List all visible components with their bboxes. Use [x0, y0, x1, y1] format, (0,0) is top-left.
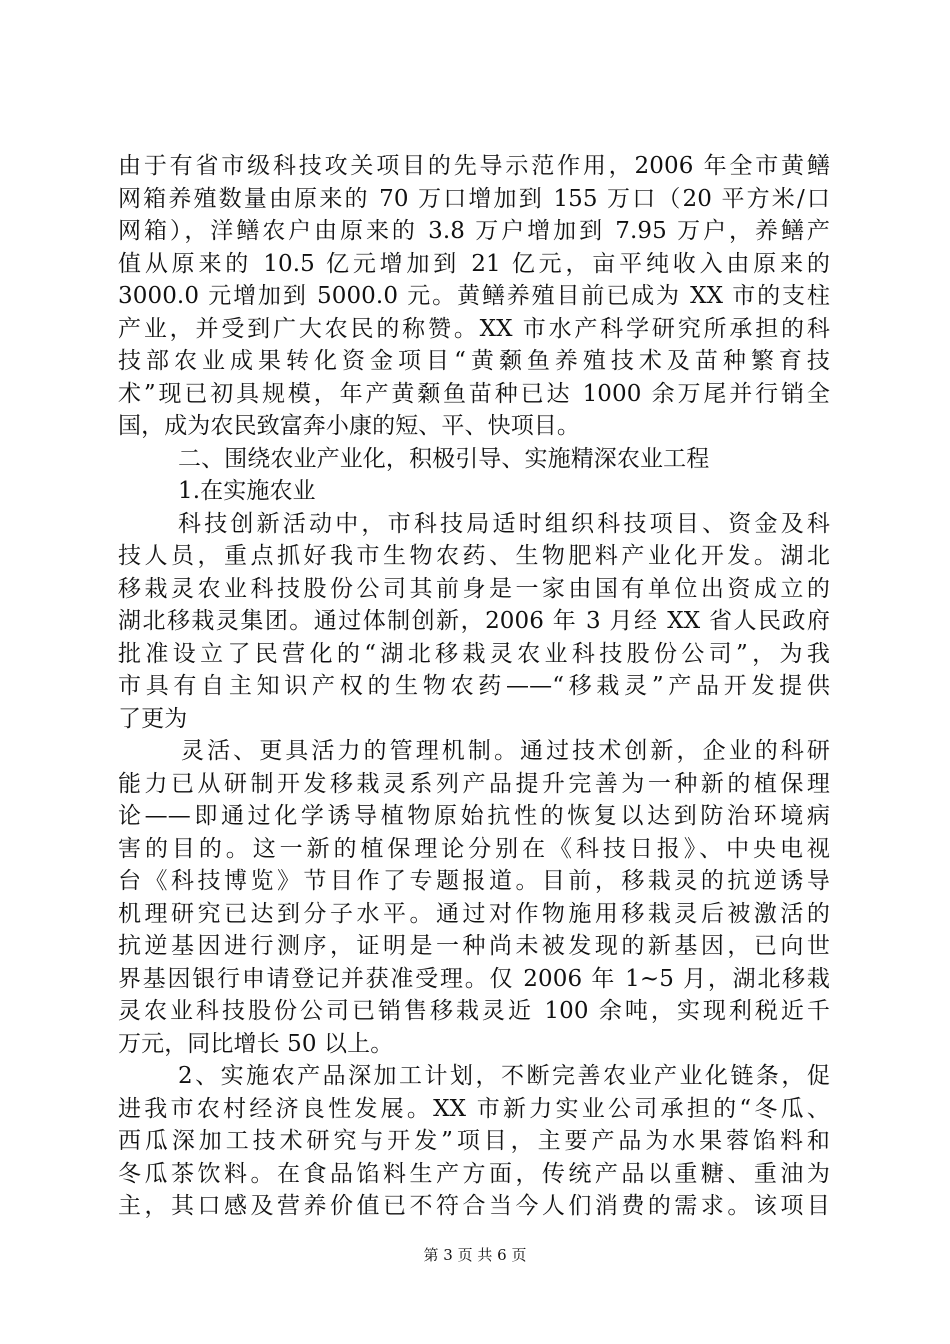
text-line: 术”现已初具规模，年产黄颡鱼苗种已达 1000 余万尾并行销全 [118, 380, 830, 407]
text-line: 批准设立了民营化的“湖北移栽灵农业科技股份公司”，为我 [118, 640, 830, 667]
page-footer: 第 3 页 共 6 页 [423, 1246, 527, 1264]
text-line: 冬瓜茶饮料。在食品馅料生产方面，传统产品以重糖、重油为 [118, 1160, 830, 1187]
text-line: 灵农业科技股份公司已销售移栽灵近 100 余吨，实现利税近千 [118, 998, 830, 1024]
text-line: 技人员，重点抓好我市生物农药、生物肥料产业化开发。湖北 [118, 543, 830, 569]
text-line: 界基因银行申请登记并获准受理。仅 2006 年 1~5 月，湖北移栽 [118, 965, 830, 992]
text-line: 市具有自主知识产权的生物农药——“移栽灵”产品开发提供 [118, 673, 830, 699]
text-line: 科技创新活动中，市科技局适时组织科技项目、资金及科 [178, 510, 830, 537]
text-line: 机理研究已达到分子水平。通过对作物施用移栽灵后被激活的 [118, 900, 830, 927]
text-line: 害的目的。这一新的植保理论分别在《科技日报》、中央电视 [118, 835, 830, 862]
section-heading: 二、围绕农业产业化，积极引导、实施精深农业工程 [178, 445, 710, 472]
text-line: 3000.0 元增加到 5000.0 元。黄鳝养殖目前已成为 XX 市的支柱 [118, 283, 830, 309]
text-line: 移栽灵农业科技股份公司其前身是一家由国有单位出资成立的 [118, 575, 830, 602]
text-line: 网箱养殖数量由原来的 70 万口增加到 155 万口（20 平方米/口 [118, 185, 830, 212]
text-line: 由于有省市级科技攻关项目的先导示范作用，2006 年全市黄鳝 [118, 153, 830, 179]
text-line: 论——即通过化学诱导植物原始抗性的恢复以达到防治环境病 [118, 803, 830, 829]
text-line: 万元，同比增长 50 以上。 [118, 1030, 394, 1057]
text-line: 国，成为农民致富奔小康的短、平、快项目。 [118, 413, 580, 439]
text-line: 值从原来的 10.5 亿元增加到 21 亿元，亩平纯收入由原来的 [118, 250, 830, 277]
text-line: 抗逆基因进行测序，证明是一种尚未被发现的新基因，已向世 [118, 933, 830, 959]
text-line: 灵活、更具活力的管理机制。通过技术创新，企业的科研 [181, 738, 830, 764]
text-line: 湖北移栽灵集团。通过体制创新，2006 年 3 月经 XX 省人民政府 [118, 608, 830, 634]
text-line: 网箱），洋鳝农户由原来的 3.8 万户增加到 7.95 万户，养鳝产 [118, 218, 830, 244]
document-body [118, 150, 830, 1223]
text-line: 能力已从研制开发移栽灵系列产品提升完善为一种新的植保理 [118, 770, 830, 797]
text-line: 主，其口感及营养价值已不符合当今人们消费的需求。该项目 [118, 1193, 830, 1219]
text-line: 产业，并受到广大农民的称赞。XX 市水产科学研究所承担的科 [118, 315, 830, 342]
text-line: 技部农业成果转化资金项目“黄颡鱼养殖技术及苗种繁育技 [118, 348, 830, 374]
text-line: 台《科技博览》节目作了专题报道。目前，移栽灵的抗逆诱导 [118, 868, 830, 894]
subsection-heading: 1.在实施农业 [178, 478, 316, 504]
text-line: 了更为 [118, 705, 188, 732]
text-line: 进我市农村经济良性发展。XX 市新力实业公司承担的“冬瓜、 [118, 1095, 830, 1122]
text-line: 西瓜深加工技术研究与开发”项目，主要产品为水果蓉馅料和 [118, 1128, 830, 1154]
text-line: 2、实施农产品深加工计划，不断完善农业产业化链条，促 [178, 1063, 830, 1089]
